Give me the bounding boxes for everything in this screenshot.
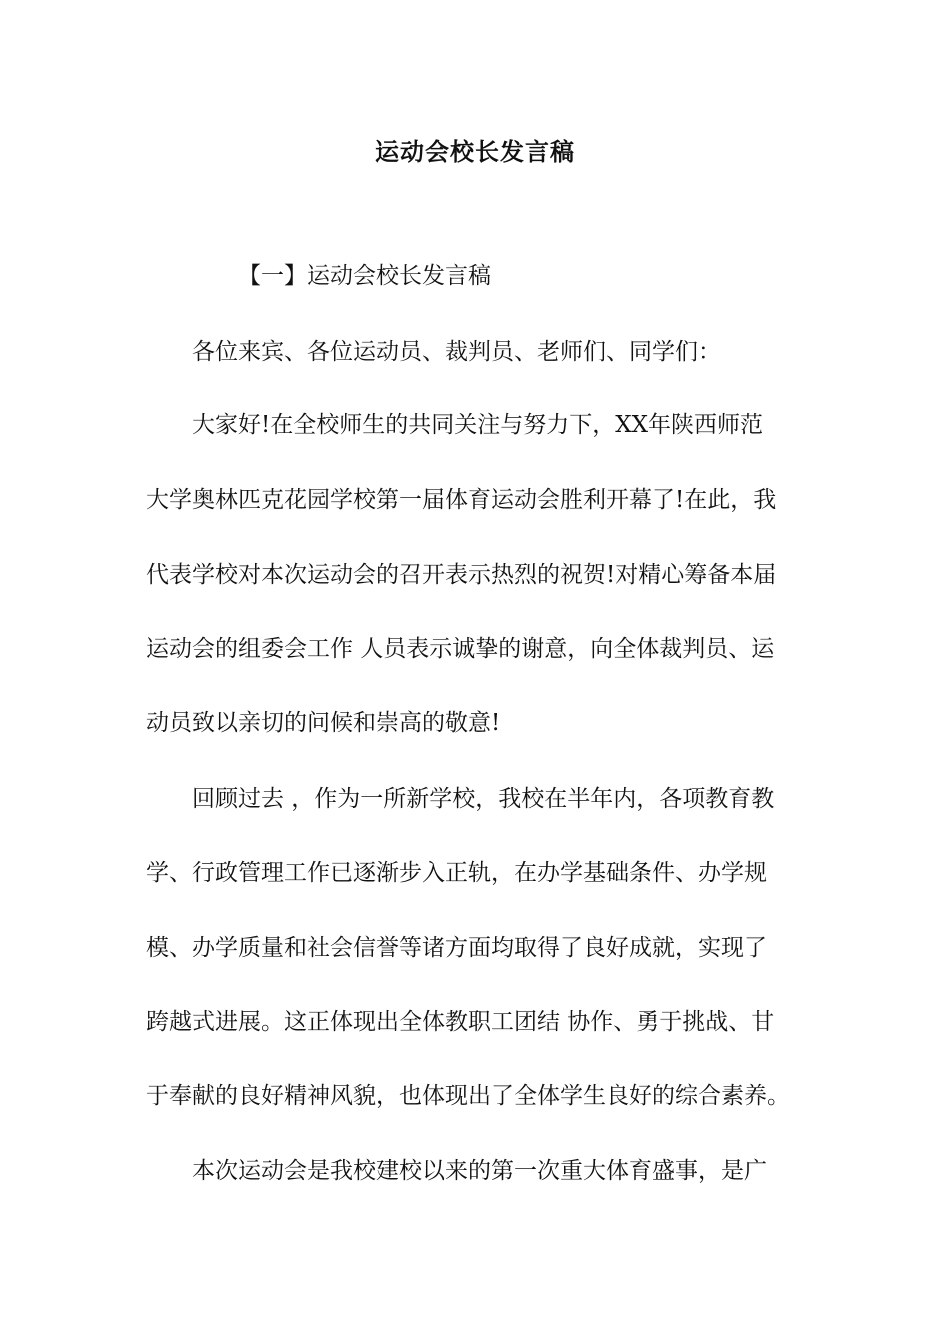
paragraph-line: 本次运动会是我校建校以来的第一次重大体育盛事，是广 (192, 1158, 767, 1184)
salutation-line: 各位来宾、各位运动员、裁判员、老师们、同学们： (192, 339, 721, 365)
paragraph-line: 跨越式进展。这正体现出全体教职工团结 协作、勇于挑战、甘 (146, 1009, 775, 1035)
paragraph-line: 学、行政管理工作已逐渐步入正轨，在办学基础条件、办学规 (146, 860, 767, 886)
paragraph-line: 动员致以亲切的问候和崇高的敬意! (146, 710, 501, 736)
document-title: 运动会校长发言稿 (375, 137, 575, 166)
section-heading: 【一】运动会校长发言稿 (238, 263, 491, 289)
paragraph-line: 大家好!在全校师生的共同关注与努力下，XX年陕西师范 (192, 412, 763, 438)
paragraph-line: 运动会的组委会工作 人员表示诚挚的谢意，向全体裁判员、运 (146, 636, 775, 662)
paragraph-line: 回顾过去 ，作为一所新学校，我校在半年内，各项教育教 (192, 786, 775, 812)
paragraph-line: 代表学校对本次运动会的召开表示热烈的祝贺!对精心筹备本届 (146, 562, 777, 588)
paragraph-line: 于奉献的良好精神风貌，也体现出了全体学生良好的综合素养。 (146, 1083, 790, 1109)
paragraph-line: 模、办学质量和社会信誉等诸方面均取得了良好成就，实现了 (146, 935, 767, 961)
paragraph-line: 大学奥林匹克花园学校第一届体育运动会胜利开幕了!在此，我 (146, 487, 777, 513)
